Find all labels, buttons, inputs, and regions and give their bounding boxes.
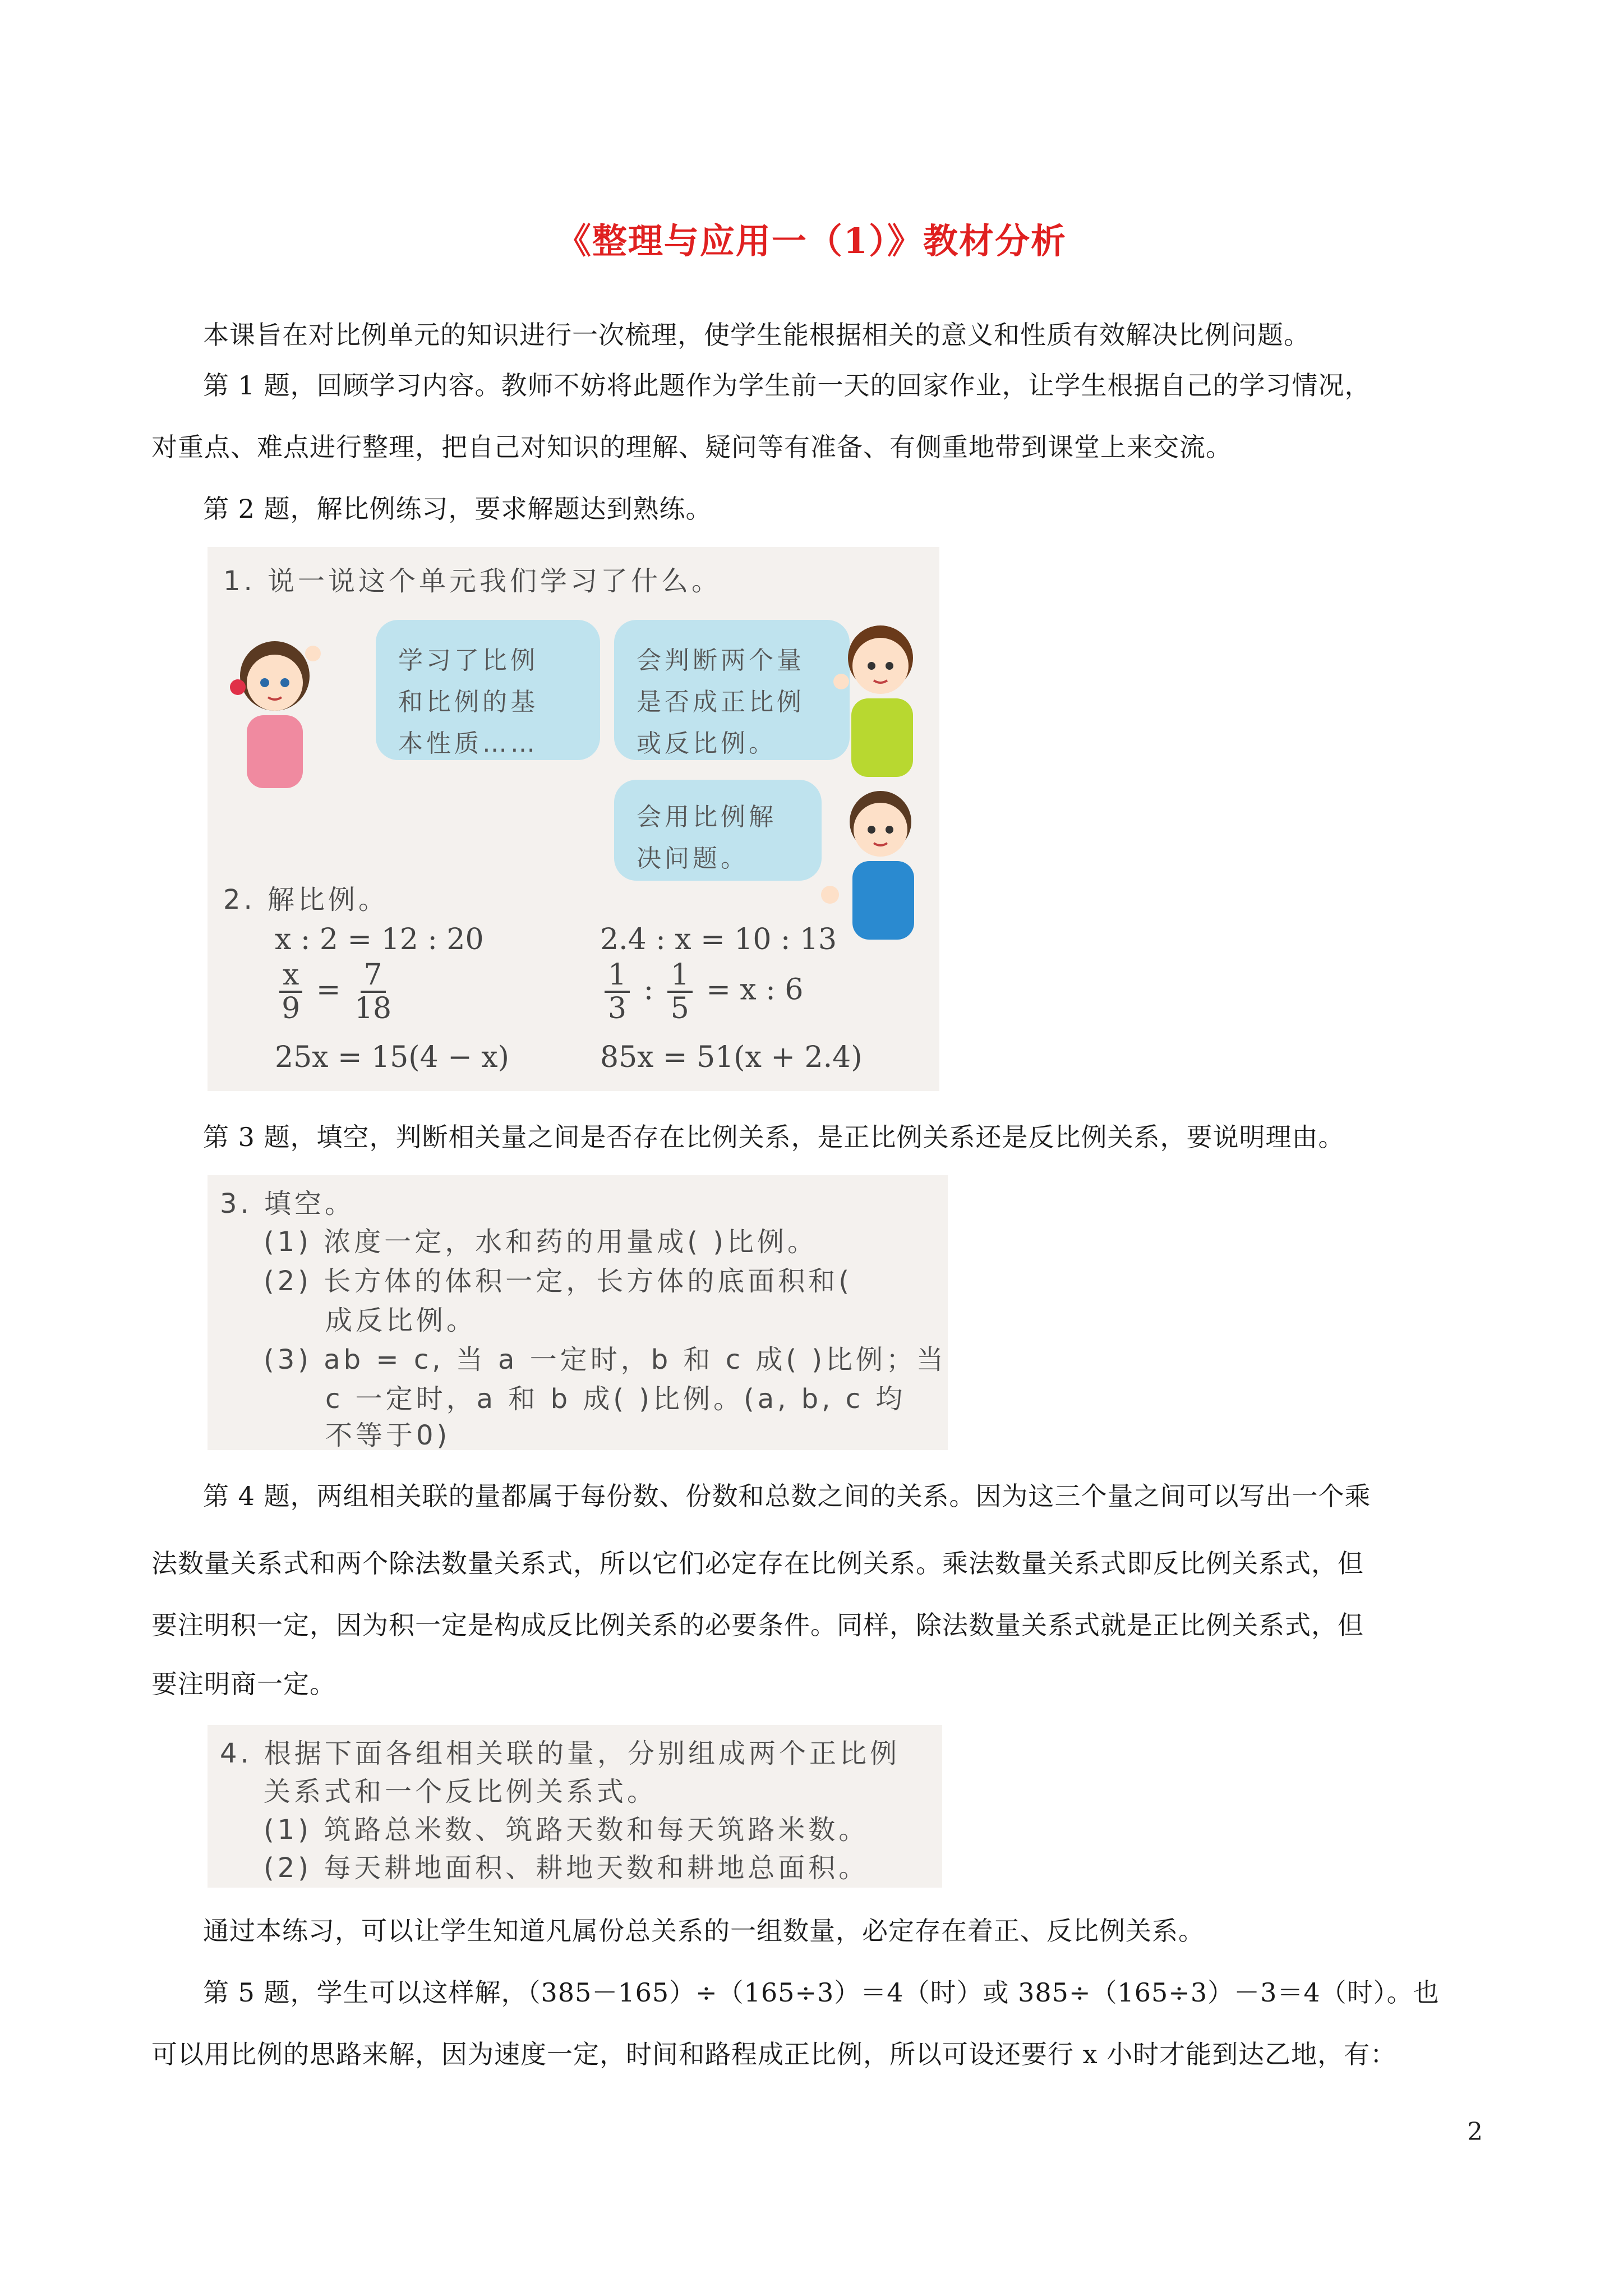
paragraph-text: 第 2 题，解比例练习，要求解题达到熟练。 xyxy=(203,494,712,524)
paragraph-text: 要注明积一定，因为积一定是构成反比例关系的必要条件。同样，除法数量关系式就是正比例关系式，但 xyxy=(151,1610,1364,1640)
fill-line-5: c 一定时，a 和 b 成( )比例。(a, b, c 均 xyxy=(325,1383,906,1415)
relation-line-3: (2) 每天耕地面积、耕地天数和耕地总面积。 xyxy=(264,1852,869,1884)
speech-bubble-1 xyxy=(376,620,600,760)
speech-bubble-3 xyxy=(614,780,822,881)
equation-1: x : 2 = 12 : 20 xyxy=(275,923,484,956)
numerator: x xyxy=(279,959,302,993)
boy-illustration-1 xyxy=(824,614,937,783)
denominator: 5 xyxy=(670,992,689,1025)
equation-3: 25x = 15(4 − x) xyxy=(275,1041,509,1074)
paragraph-q5-cont xyxy=(151,2017,1481,2092)
fraction xyxy=(667,959,693,1024)
bubble-line: 会判断两个量 xyxy=(637,646,805,675)
paragraph-text: 法数量关系式和两个除法数量关系式，所以它们必定存在比例关系。乘法数量关系式即反比例关系式，但 xyxy=(151,1548,1364,1579)
question-4-label: 4. 根据下面各组相关联的量，分别组成两个正比例 xyxy=(220,1738,901,1769)
speech-bubble-2 xyxy=(614,620,850,760)
relation-line-1: 关系式和一个反比例关系式。 xyxy=(264,1776,658,1807)
equation-2 xyxy=(275,959,396,1024)
paragraph-q3 xyxy=(151,1099,1481,1175)
question-2-label: 2. 解比例。 xyxy=(223,884,389,915)
fill-line-1: (1) 浓度一定，水和药的用量成( )比例。 xyxy=(264,1226,818,1258)
fraction xyxy=(605,959,630,1024)
paragraph-text: 要注明商一定。 xyxy=(151,1669,336,1699)
paragraph-text: 对重点、难点进行整理，把自己对知识的理解、疑问等有准备、有侧重地带到课堂上来交流。 xyxy=(151,432,1232,462)
equation-rest: = x : 6 xyxy=(706,973,804,1007)
bubble-line: 决问题。 xyxy=(637,844,749,873)
fill-line-6: 不等于0) xyxy=(325,1420,451,1450)
fill-line-4: (3) ab = c, 当 a 一定时，b 和 c 成( )比例；当 xyxy=(264,1344,947,1375)
paragraph-text: 第 5 题，学生可以这样解，（385－165）÷（165÷3）＝4（时）或 385÷（165÷3）－3＝4（时）。也 xyxy=(203,1977,1440,2008)
colon: : xyxy=(643,973,654,1007)
denominator: 18 xyxy=(354,992,392,1025)
question-1-label: 1. 说一说这个单元我们学习了什么。 xyxy=(223,565,722,597)
textbook-figure-3 xyxy=(208,1725,942,1888)
numerator: 1 xyxy=(605,959,630,993)
paragraph-text: 第 4 题，两组相关联的量都属于每份数、份数和总数之间的关系。因为这三个量之间可以写出一个乘 xyxy=(203,1481,1371,1511)
paragraph-text: 本课旨在对比例单元的知识进行一次梳理，使学生能根据相关的意义和性质有效解决比例问题。 xyxy=(203,320,1310,350)
fraction xyxy=(279,959,302,1024)
paragraph-text: 第 3 题，填空，判断相关量之间是否存在比例关系，是正比例关系还是反比例关系，要说明理由。 xyxy=(203,1122,1345,1152)
equation-6: 85x = 51(x + 2.4) xyxy=(600,1041,863,1074)
fill-line-2: (2) 长方体的体积一定，长方体的底面积和( xyxy=(264,1266,852,1297)
girl-illustration xyxy=(219,631,331,799)
bubble-line: 学习了比例 xyxy=(398,646,538,675)
bubble-line: 或反比例。 xyxy=(637,729,777,758)
bubble-line: 和比例的基 xyxy=(398,688,538,716)
boy-illustration-2 xyxy=(819,783,937,940)
paragraph-q2 xyxy=(151,471,1481,546)
question-3-label: 3. 填空。 xyxy=(220,1188,356,1220)
equation-4: 2.4 : x = 10 : 13 xyxy=(600,923,837,956)
page-title: 《整理与应用一（1）》教材分析 xyxy=(556,220,1067,261)
numerator: 7 xyxy=(361,959,386,993)
paragraph-text: 可以用比例的思路来解，因为速度一定，时间和路程成正比例，所以可设还要行 x 小时才能到达乙地，有： xyxy=(151,2039,1397,2069)
bubble-line: 是否成正比例 xyxy=(637,688,805,716)
equation-5 xyxy=(600,959,803,1024)
denominator: 3 xyxy=(608,992,627,1025)
paragraph-q4 xyxy=(151,1458,1481,1534)
bubble-line: 会用比例解 xyxy=(637,803,777,831)
fill-line-3: 成反比例。 xyxy=(325,1305,477,1336)
paragraph-q4-cont-3 xyxy=(151,1646,1481,1722)
denominator: 9 xyxy=(282,992,301,1025)
relation-line-2: (1) 筑路总米数、筑路天数和每天筑路米数。 xyxy=(264,1814,869,1846)
bubble-line: 本性质…… xyxy=(398,729,538,758)
textbook-figure-1 xyxy=(208,547,939,1091)
paragraph-text: 第 1 题，回顾学习内容。教师不妨将此题作为学生前一天的回家作业，让学生根据自己的学习情况， xyxy=(203,370,1371,401)
textbook-figure-2 xyxy=(208,1175,948,1450)
paragraph-text: 通过本练习，可以让学生知道凡属份总关系的一组数量，必定存在着正、反比例关系。 xyxy=(203,1916,1205,1946)
page-number: 2 xyxy=(1467,2118,1483,2146)
equals-sign: = xyxy=(316,973,341,1007)
fraction xyxy=(354,959,391,1024)
numerator: 1 xyxy=(667,959,693,993)
